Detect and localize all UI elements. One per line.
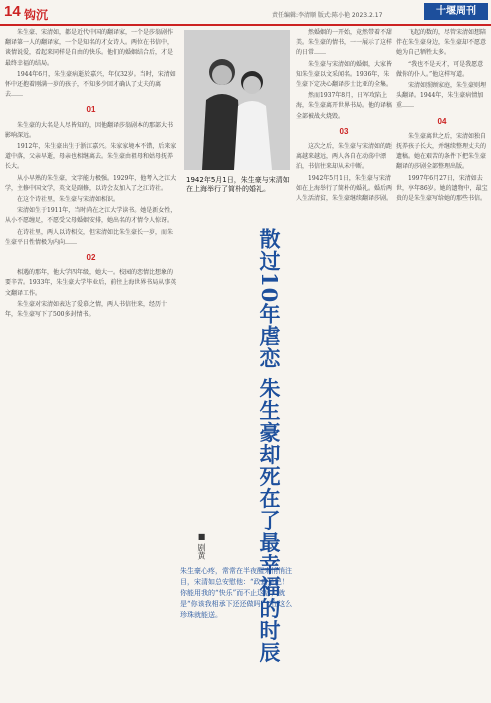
pull-quote: 朱生豪心疼，常常在半夜醒来悄悄注目，宋清如总安慰他：“政真是吧！你能用我的“快乐”而不止这后，就是“你该我相承下还还做吗？“在这么珍珠就能送。 [180,567,293,619]
paragraph: 朱生豪的大名是人尽皆知的，因他翻译莎翁剧本的那部大书影响深远。 [5,121,174,139]
paragraph: 1944年6月，朱生豪病逝於嘉兴，年仅32岁。当时，宋清如怀中还抱着刚满一岁的孩子，不知多少回才确认了丈夫的离去…… [5,70,176,99]
page-header [0,0,491,26]
section-number: 04 [437,116,447,126]
section-title: 钩沉 [24,8,49,22]
section-number: 01 [86,105,96,115]
paragraph: 飞起的数的，尽管宋清如想陪伴在朱生豪身边，朱生豪却不愿意她为自己牺牲太多。 [396,29,487,57]
paragraph: 相遇的那年，他大学四年级，她大一。校园的恋情比想象的要辛苦。1933年，朱生豪大学毕业后，前往上海世界书局从事英文翻译工作。 [5,269,177,297]
paragraph: 朱生豪离世之后，宋清如独自抚养孩子长大，并继续整理丈夫的遗稿。她在艰苦的条件下把朱生豪翻译的莎剧全部整理出版。 [396,132,487,171]
paragraph: 然而1937年8月，日军攻陷上海，朱生豪离开世界书局。他的译稿全部被战火烧毁。 [296,92,392,120]
couple-photo-image [184,30,290,170]
paragraph: 1942年5月1日，朱生豪与宋清如在上海举行了简朴的婚礼。婚后两人生活清贫，朱生豪继续翻译莎剧。 [296,174,392,203]
article-column-1 [5,28,177,700]
page-number: 14 [4,3,21,20]
author-byline: ■ 剧黄 [197,532,206,560]
paragraph: 宋清如生于1911年，当时尚在之江大学读书。她是新女性，从小不愿缠足，不愿受父母婚姻安排，她出名的才情令人惊讶。 [5,207,177,225]
wedding-photo [184,30,290,170]
paragraph: 这次之后，朱生豪与宋清如的距离越来越远，两人各自在动荡中漂泊，书信往来却从未中断。 [296,143,392,171]
article-column-3 [296,28,392,700]
article-title: 散过10年虐恋 朱生豪却死在了最幸福的时辰 [257,228,282,664]
paragraph: “我也不是天才，可是我愿意做你的仆人。”他这样写道。 [396,60,484,78]
paragraph: 从小早熟的朱生豪，文字能力极强。1929年，他考入之江大学，主修中国文学，英文是副修，以诗会友加入了之江诗社。 [5,174,177,192]
paragraph: 1912年，朱生豪出生于浙江嘉兴。朱家家境本不错，后来家道中落，父亲早逝，母亲也相继离去。朱生豪由祖母和姑母抚养长大。 [5,143,177,171]
paragraph: 朱生豪对宋清如表达了爱慕之情，两人书信往来，经历十年，朱生豪写下了500多封情书。 [5,300,168,319]
paragraph: 朱生豪与宋清如的婚姻，大家皆知朱生豪以文采闻名。1936年，朱生豪下定决心翻译莎士比亚的全集。 [296,60,392,89]
photo-caption: 1942年5月1日，朱生豪与宋清如在上海举行了简朴的婚礼。 [186,176,290,193]
editor-credits: 责任编辑:李清顺 版式:陈小艳 2023.2.17 [272,12,383,19]
paragraph: 朱生豪、宋清如，都是近代中国的翻译家，一个是莎翁剧作翻译第一人的翻译家，一个是知名的才女诗人。两位在书信中，谈情说爱，看起来同样是自由的快乐。他们的婚姻结合后，才是最终幸福的结局。 [5,29,174,67]
paragraph: 在诗社里，两人以诗相交，但宋清如比朱生豪长一岁，而朱生豪平日性情极为内向…… [5,228,174,246]
masthead-logo: 十堰周刊 [424,3,488,20]
paragraph: 然婚姻的一开始，竟然带着不甜美。朱生豪的情书，一一展示了这样的日常…… [296,29,392,57]
article-column-4 [396,28,488,700]
section-number: 02 [86,253,96,263]
paragraph: 宋清如照顾家庭，朱生豪则埋头翻译。1944年，朱生豪病情加重…… [396,82,487,110]
paragraph: 在这个诗社里，朱生豪与宋清如相识。 [17,196,120,204]
section-number: 03 [339,126,349,136]
paragraph: 1997年6月27日，宋清如去世，享年86岁。她的遗物中，最宝贵的是朱生豪写给她的那些书信。 [396,174,488,203]
